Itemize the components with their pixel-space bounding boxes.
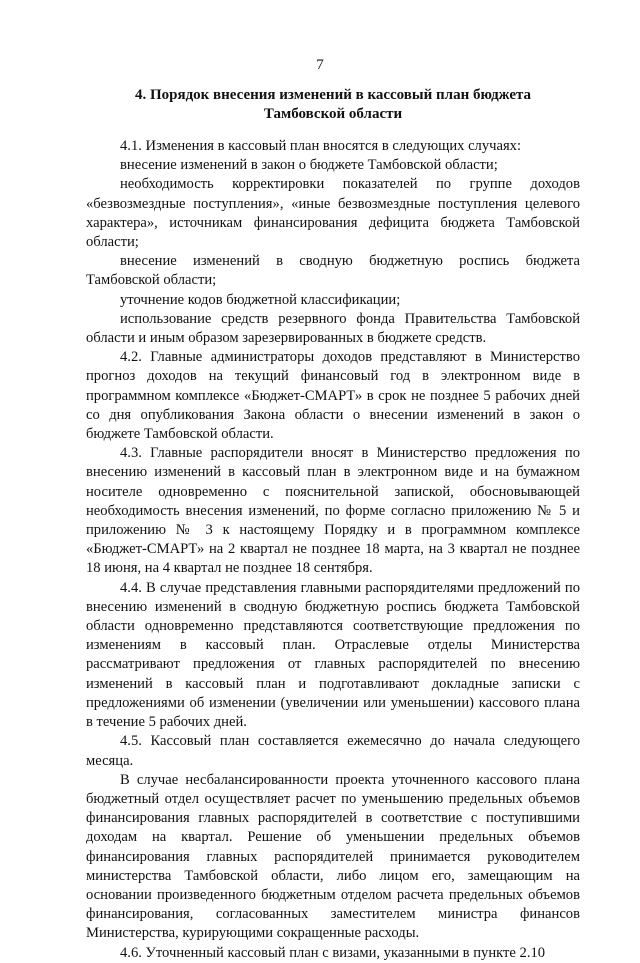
paragraph-imbalance: В случае несбалансированности проекта уточненного кассового плана бюджетный отдел осуществляет расчет по уменьшению предельных объемов финансирования главных распорядителей в соответствие с поступившими доходам на квартал. Решение об уменьшении предельных объемов финансирования главных распорядителей принимается руководителем министерства Тамбовской области, либо лицом его, замещающим на основании произведенного бюджетным отделом расчета предельных объемов финансирования, согласованных заместителем министра финансов Министерства, курирующими сокращенные расходы. <box>86 771 580 942</box>
paragraph-4-5: 4.5. Кассовый план составляется ежемесячно до начала следующего месяца. <box>86 733 580 769</box>
paragraph-list-item: внесение изменений в сводную бюджетную роспись бюджета Тамбовской области; <box>86 253 580 289</box>
section-heading-line-2: Тамбовской области <box>263 106 403 122</box>
section-heading-line-1: 4. Порядок внесения изменений в кассовый план бюджета <box>134 87 532 103</box>
section-heading <box>86 86 580 124</box>
paragraph-4-3: 4.3. Главные распорядители вносят в Министерство предложения по внесению изменений в кассовый план в электронном виде и на бумажном носителе одновременно с пояснительной запиской, обосновывающей необходимость внесения изменений, по форме согласно приложению № 5 и приложению № 3 к настоящему Порядку и в программном комплексе «Бюджет-СМАРТ» на 2 квартал не позднее 18 марта, на 3 квартал не позднее 18 июня, на 4 квартал не позднее 18 сентября. <box>86 445 580 577</box>
paragraph-4-2: 4.2. Главные администраторы доходов представляют в Министерство прогноз доходов на текущий финансовый год в электронном виде в программном комплексе «Бюджет-СМАРТ» в срок не позднее 5 рабочих дней со дня опубликования Закона области о внесении изменений в закон о бюджете Тамбовской области. <box>86 349 580 443</box>
page-number: 7 <box>316 57 324 73</box>
paragraph-list-item: уточнение кодов бюджетной классификации; <box>120 291 401 308</box>
paragraph-4-4: 4.4. В случае представления главными распорядителями предложений по внесению изменений в сводную бюджетную роспись бюджета Тамбовской области одновременно представляются соответствующие предложения по изменениям в кассовый план. Отраслевые отделы Министерства рассматривают предложения от главных распорядителей по внесению изменений в кассовый план и подготавливают докладные записки с предложениями об изменении (увеличении или уменьшении) кассового плана в течение 5 рабочих дней. <box>86 579 580 731</box>
paragraph-list-item: необходимость корректировки показателей по группе доходов «безвозмездные поступления», «иные безвозмездные поступления целевого характера», источникам финансирования дефицита бюджета Тамбовской области; <box>86 176 580 251</box>
paragraph-list-item: внесение изменений в закон о бюджете Тамбовской области; <box>120 157 498 174</box>
paragraph-list-item: использование средств резервного фонда Правительства Тамбовской области и иным образом зарезервированных в бюджете средств. <box>86 310 580 347</box>
paragraph-4-6: 4.6. Уточненный кассовый план с визами, указанными в пункте 2.10 <box>120 944 546 961</box>
paragraph-4-1: 4.1. Изменения в кассовый план вносятся в следующих случаях: <box>120 138 522 154</box>
body-text <box>86 137 580 963</box>
